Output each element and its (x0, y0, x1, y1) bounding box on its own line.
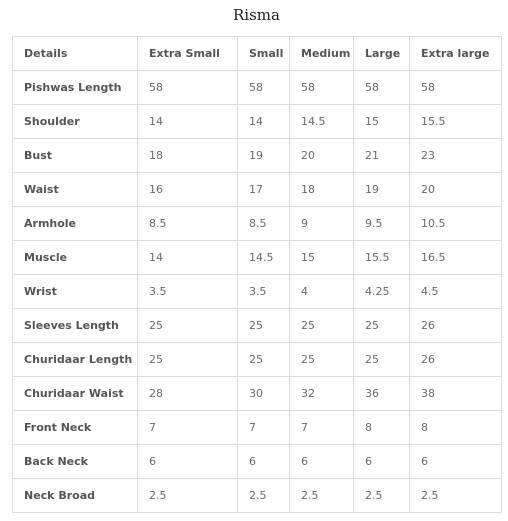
table-cell: 14 (138, 241, 238, 275)
row-label: Churidaar Length (13, 343, 138, 377)
table-cell: 25 (138, 343, 238, 377)
table-cell: 19 (354, 173, 410, 207)
table-row (13, 207, 502, 241)
table-row (13, 309, 502, 343)
table-cell: 15.5 (354, 241, 410, 275)
table-cell: 16.5 (410, 241, 502, 275)
table-cell: 6 (238, 445, 290, 479)
table-cell: 14 (138, 105, 238, 139)
row-label: Sleeves Length (13, 309, 138, 343)
table-cell: 10.5 (410, 207, 502, 241)
table-cell: 58 (410, 71, 502, 105)
row-label: Pishwas Length (13, 71, 138, 105)
row-label: Bust (13, 139, 138, 173)
table-cell: 20 (290, 139, 354, 173)
row-label: Churidaar Waist (13, 377, 138, 411)
table-cell: 36 (354, 377, 410, 411)
table-cell: 8.5 (138, 207, 238, 241)
row-label: Muscle (13, 241, 138, 275)
table-cell: 23 (410, 139, 502, 173)
table-row (13, 105, 502, 139)
table-row (13, 71, 502, 105)
table-cell: 7 (238, 411, 290, 445)
table-cell: 8.5 (238, 207, 290, 241)
table-cell: 4.5 (410, 275, 502, 309)
row-label: Back Neck (13, 445, 138, 479)
table-cell: 25 (290, 309, 354, 343)
table-cell: 14.5 (238, 241, 290, 275)
table-cell: 26 (410, 343, 502, 377)
table-cell: 9 (290, 207, 354, 241)
table-cell: 3.5 (238, 275, 290, 309)
table-cell: 58 (238, 71, 290, 105)
table-cell: 20 (410, 173, 502, 207)
table-cell: 2.5 (238, 479, 290, 513)
table-row (13, 275, 502, 309)
table-cell: 14 (238, 105, 290, 139)
table-cell: 2.5 (290, 479, 354, 513)
table-cell: 6 (290, 445, 354, 479)
table-cell: 2.5 (138, 479, 238, 513)
table-cell: 7 (138, 411, 238, 445)
page-title: Risma (233, 6, 280, 24)
table-cell: 28 (138, 377, 238, 411)
table-cell: 17 (238, 173, 290, 207)
header-extra-small: Extra Small (138, 37, 238, 71)
table-cell: 7 (290, 411, 354, 445)
table-cell: 18 (138, 139, 238, 173)
table-cell: 15.5 (410, 105, 502, 139)
table-cell: 4 (290, 275, 354, 309)
table-cell: 25 (354, 309, 410, 343)
header-medium: Medium (290, 37, 354, 71)
table-body (13, 71, 502, 513)
row-label: Shoulder (13, 105, 138, 139)
table-cell: 30 (238, 377, 290, 411)
header-small: Small (238, 37, 290, 71)
table-cell: 2.5 (354, 479, 410, 513)
table-header-row (13, 37, 502, 71)
table-cell: 6 (354, 445, 410, 479)
table-cell: 25 (290, 343, 354, 377)
table-cell: 18 (290, 173, 354, 207)
row-label: Waist (13, 173, 138, 207)
table-cell: 21 (354, 139, 410, 173)
table-cell: 25 (354, 343, 410, 377)
row-label: Armhole (13, 207, 138, 241)
header-extra-large: Extra large (410, 37, 502, 71)
table-cell: 6 (138, 445, 238, 479)
table-row (13, 241, 502, 275)
table-cell: 3.5 (138, 275, 238, 309)
table-row (13, 479, 502, 513)
table-row (13, 411, 502, 445)
table-cell: 15 (354, 105, 410, 139)
table-cell: 25 (238, 309, 290, 343)
table-cell: 16 (138, 173, 238, 207)
table-cell: 26 (410, 309, 502, 343)
table-cell: 58 (290, 71, 354, 105)
table-row (13, 139, 502, 173)
table-cell: 9.5 (354, 207, 410, 241)
table-cell: 6 (410, 445, 502, 479)
table-cell: 15 (290, 241, 354, 275)
table-row (13, 445, 502, 479)
table-cell: 2.5 (410, 479, 502, 513)
table-row (13, 173, 502, 207)
row-label: Neck Broad (13, 479, 138, 513)
table-cell: 58 (138, 71, 238, 105)
table-row (13, 343, 502, 377)
row-label: Front Neck (13, 411, 138, 445)
table-cell: 8 (410, 411, 502, 445)
table-cell: 4.25 (354, 275, 410, 309)
table-cell: 25 (238, 343, 290, 377)
table-cell: 32 (290, 377, 354, 411)
header-details: Details (13, 37, 138, 71)
table-cell: 8 (354, 411, 410, 445)
table-cell: 25 (138, 309, 238, 343)
header-large: Large (354, 37, 410, 71)
table-cell: 38 (410, 377, 502, 411)
table-cell: 58 (354, 71, 410, 105)
table-cell: 14.5 (290, 105, 354, 139)
table-cell: 19 (238, 139, 290, 173)
size-chart-table (12, 36, 502, 513)
row-label: Wrist (13, 275, 138, 309)
table-row (13, 377, 502, 411)
